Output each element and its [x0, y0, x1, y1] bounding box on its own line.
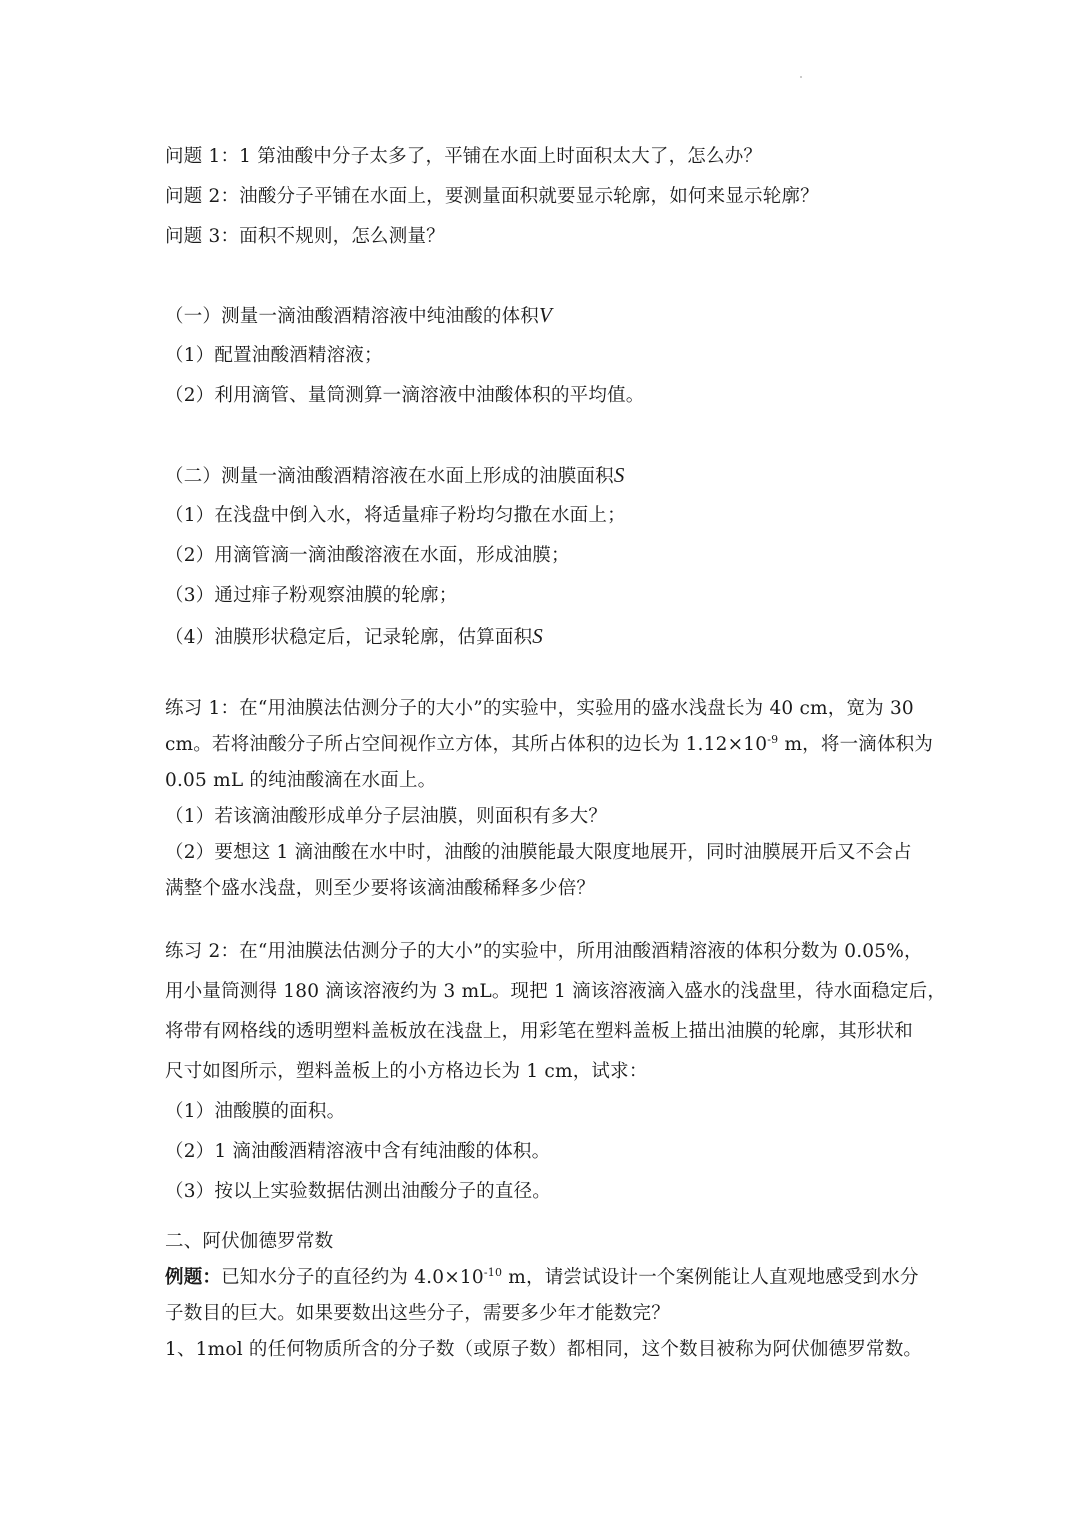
area-variable: S — [532, 624, 543, 648]
part2-heading: 二、阿伏伽德罗常数 — [165, 1231, 334, 1252]
section2-step-4: （4）油膜形状稳定后，记录轮廓，估算面积S — [165, 624, 543, 648]
section1-step-1: （1）配置油酸酒精溶液； — [165, 345, 383, 366]
exercise1-line-1: 练习 1：在“用油膜法估测分子的大小”的实验中，实验用的盛水浅盘长为 40 cm，宽为 30 — [165, 698, 914, 719]
avogadro-point-1: 1、1mol 的任何物质所含的分子数（或原子数）都相同，这个数目被称为阿伏伽德罗常数。 — [165, 1339, 923, 1360]
exercise1-question-1: （1）若该滴油酸形成单分子层油膜，则面积有多大？ — [165, 806, 608, 827]
scan-speck — [800, 76, 802, 78]
exercise1-question-2-cont: 满整个盛水浅盘，则至少要将该滴油酸稀释多少倍？ — [165, 878, 596, 899]
exercise2-question-3: （3）按以上实验数据估测出油酸分子的直径。 — [165, 1181, 551, 1202]
exercise2-line-4: 尺寸如图所示，塑料盖板上的小方格边长为 1 cm，试求： — [165, 1061, 648, 1082]
exercise2-question-2: （2）1 滴油酸酒精溶液中含有纯油酸的体积。 — [165, 1141, 551, 1162]
section2-step-2: （2）用滴管滴一滴油酸溶液在水面，形成油膜； — [165, 545, 570, 566]
exercise2-line-3: 将带有网格线的透明塑料盖板放在浅盘上，用彩笔在塑料盖板上描出油膜的轮廓，其形状和 — [165, 1021, 914, 1042]
exponent: -10 — [483, 1265, 503, 1279]
section2-step-1: （1）在浅盘中倒入水，将适量痱子粉均匀撒在水面上； — [165, 505, 626, 526]
example-label: 例题： — [165, 1267, 222, 1288]
section1-heading: （一）测量一滴油酸酒精溶液中纯油酸的体积V — [165, 303, 553, 327]
section1-step-2: （2）利用滴管、量筒测算一滴溶液中油酸体积的平均值。 — [165, 385, 645, 406]
example-line-2: 子数目的巨大。如果要数出这些分子，需要多少年才能数完？ — [165, 1303, 670, 1324]
question-1: 问题 1：1 第油酸中分子太多了，平铺在水面上时面积太大了，怎么办？ — [165, 146, 763, 167]
section2-heading: （二）测量一滴油酸酒精溶液在水面上形成的油膜面积S — [165, 463, 625, 487]
example-line-1: 例题：已知水分子的直径约为 $4.0\times 10^{-10}$ m，请尝试设计一个案例能让人直观地感受到水分 — [165, 1265, 919, 1288]
section2-step-3: （3）通过痱子粉观察油膜的轮廓； — [165, 585, 458, 606]
exercise1-line-2: cm。若将油酸分子所占空间视作立方体，其所占体积的边长为 $1.12\times 10^{-9}$ m，将一滴体积为 — [165, 732, 934, 755]
exercise1-question-2: （2）要想这 1 滴油酸在水中时，油酸的油膜能最大限度地展开，同时油膜展开后又不会占 — [165, 842, 912, 863]
exercise2-line-2: 用小量筒测得 180 滴该溶液约为 3 mL。现把 1 滴该溶液滴入盛水的浅盘里，待水面稳定后， — [165, 981, 947, 1002]
exercise2-question-1: （1）油酸膜的面积。 — [165, 1101, 346, 1122]
question-3: 问题 3：面积不规则，怎么测量？ — [165, 226, 445, 247]
area-variable: S — [613, 463, 625, 487]
exercise1-line-3: 0.05 mL 的纯油酸滴在水面上。 — [165, 770, 437, 791]
exercise2-line-1: 练习 2：在“用油膜法估测分子的大小”的实验中，所用油酸酒精溶液的体积分数为 0.05%， — [165, 941, 923, 962]
volume-variable: V — [539, 303, 553, 327]
exponent: -9 — [767, 732, 779, 746]
question-2: 问题 2：油酸分子平铺在水面上，要测量面积就要显示轮廓，如何来显示轮廓？ — [165, 186, 819, 207]
